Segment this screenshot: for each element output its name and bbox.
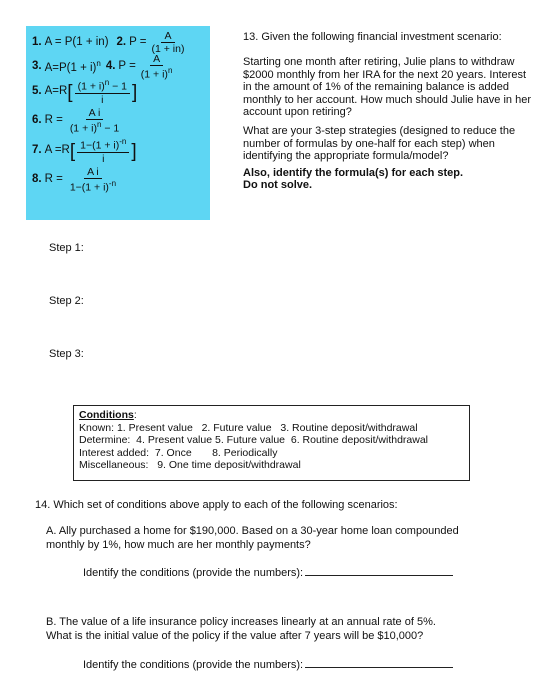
scenario-a-identify bbox=[83, 566, 453, 579]
formula-3 bbox=[45, 60, 101, 74]
formula-6-denominator-tail: − 1 bbox=[101, 122, 120, 135]
formula-3-exponent: n bbox=[96, 58, 101, 68]
formula-7-number: 7. bbox=[32, 144, 42, 157]
scenario-b-identify-label: Identify the conditions (provide the numbers): bbox=[83, 659, 304, 671]
formula-row-4 bbox=[32, 105, 210, 137]
scenario-b-answer-blank[interactable] bbox=[305, 658, 453, 668]
formula-4-denominator bbox=[138, 66, 176, 80]
question-13-strategy: What are your 3-step strategies (designed to reduce the number of formulas by one-half for each step) when identifying the appropriate formula/model? bbox=[243, 125, 516, 163]
formula-row-3 bbox=[32, 79, 210, 105]
formula-2-numerator: A bbox=[161, 31, 174, 44]
formula-4-exponent: n bbox=[167, 66, 173, 76]
formula-5-denominator: i bbox=[101, 93, 104, 106]
question-13-instruction-2: Do not solve. bbox=[243, 179, 313, 192]
formula-2-number: 2. bbox=[116, 35, 127, 48]
conditions-misc: Miscellaneous: 9. One time deposit/withdrawal bbox=[79, 459, 301, 471]
formula-6-numerator: A i bbox=[86, 108, 104, 121]
conditions-determine: Determine: 4. Present value 5. Future value 6. Routine deposit/withdrawal bbox=[79, 434, 429, 446]
formula-2-denominator: (1 + in) bbox=[151, 43, 185, 55]
formula-3-number: 3. bbox=[32, 60, 42, 73]
formula-5-numerator-tail: − 1 bbox=[109, 80, 127, 93]
formula-6-denominator-base: (1 + i) bbox=[69, 122, 97, 135]
formula-4-number: 4. bbox=[105, 60, 116, 73]
formula-6-number: 6. bbox=[32, 114, 42, 127]
formula-1-number: 1. bbox=[32, 35, 42, 48]
formula-4-denominator-base: (1 + i) bbox=[140, 68, 168, 81]
formula-5-exponent: n bbox=[104, 77, 110, 87]
conditions-title-row bbox=[79, 409, 464, 422]
scenario-a-identify-label: Identify the conditions (provide the numbers): bbox=[83, 567, 304, 579]
formula-reference-box bbox=[26, 26, 210, 220]
formula-4-numerator: A bbox=[150, 54, 163, 67]
scenario-a-answer-blank[interactable] bbox=[305, 566, 453, 576]
formula-5-lhs: A=R bbox=[44, 85, 68, 98]
question-13-scenario: Starting one month after retiring, Julie plans to withdraw $2000 monthly from her IRA for the next 20 years. Interest in the amount of 1% of the remaining balance is added monthly to her account. How much should Julie have in her account upon retiring? bbox=[243, 56, 531, 119]
formula-5-number: 5. bbox=[32, 85, 42, 98]
formula-6-exponent: n bbox=[96, 120, 102, 130]
formula-row-6 bbox=[32, 165, 210, 195]
scenario-b-identify bbox=[83, 658, 453, 671]
question-13-instruction-1: Also, identify the formula(s) for each step. bbox=[243, 166, 464, 179]
formula-8-numerator: A i bbox=[84, 167, 102, 180]
conditions-title-colon: : bbox=[133, 409, 137, 421]
formula-8-denominator-base: 1−(1 + i) bbox=[69, 181, 109, 194]
formula-8-fraction bbox=[67, 167, 119, 194]
step-1-label: Step 1: bbox=[49, 242, 84, 254]
left-bracket-icon: [ bbox=[67, 81, 73, 103]
formula-1: A = P(1 + in) bbox=[44, 35, 109, 48]
formula-7-fraction bbox=[77, 138, 129, 165]
formula-2-fraction bbox=[149, 31, 188, 55]
formula-4-lhs: P = bbox=[118, 60, 136, 73]
formula-8-number: 8. bbox=[32, 173, 42, 186]
formula-4-fraction bbox=[138, 54, 176, 81]
formula-7-exponent: -n bbox=[119, 136, 127, 146]
formula-row-2 bbox=[32, 52, 210, 81]
scenario-a: A. Ally purchased a home for $190,000. Based on a 30-year home loan compounded monthly by 1%, how much are her monthly payments? bbox=[46, 525, 459, 551]
step-2-label: Step 2: bbox=[49, 295, 84, 307]
conditions-known: Known: 1. Present value 2. Future value 3. Routine deposit/withdrawal bbox=[79, 421, 418, 434]
question-13-heading: 13. Given the following financial investment scenario: bbox=[243, 31, 502, 43]
formula-row-1 bbox=[32, 30, 210, 55]
formula-5-numerator-base: (1 + i) bbox=[77, 80, 105, 93]
formula-6-lhs: R = bbox=[44, 114, 63, 127]
conditions-title: Conditions bbox=[79, 409, 134, 421]
formula-7-lhs: A =R bbox=[44, 144, 70, 157]
left-bracket-icon: [ bbox=[69, 140, 76, 162]
formula-5-numerator bbox=[75, 79, 130, 94]
step-3-label: Step 3: bbox=[49, 348, 84, 360]
formula-8-exponent: -n bbox=[108, 179, 117, 189]
formula-7-numerator-base: 1−(1 + i) bbox=[80, 139, 120, 152]
question-14-heading: 14. Which set of conditions above apply to each of the following scenarios: bbox=[35, 499, 398, 511]
formula-5-fraction bbox=[75, 79, 130, 106]
formula-2-lhs: P = bbox=[129, 35, 147, 48]
conditions-interest: Interest added: 7. Once 8. Periodically bbox=[79, 446, 278, 459]
right-bracket-icon: ] bbox=[131, 140, 137, 162]
formula-8-denominator bbox=[67, 179, 119, 193]
formula-row-5 bbox=[32, 137, 210, 165]
formula-7-denominator: i bbox=[102, 152, 105, 165]
formula-8-lhs: R = bbox=[44, 173, 63, 186]
scenario-b: B. The value of a life insurance policy increases linearly at an annual rate of 5%. What is the initial value of the policy if the value after 7 years will be $10,000? bbox=[46, 616, 436, 642]
question-13 bbox=[243, 31, 533, 191]
formula-3-base: A=P(1 + i) bbox=[44, 61, 97, 74]
formula-6-fraction bbox=[67, 108, 122, 135]
conditions-box bbox=[73, 405, 470, 481]
right-bracket-icon: ] bbox=[131, 81, 138, 103]
formula-7-numerator bbox=[77, 138, 129, 153]
formula-6-denominator bbox=[67, 120, 122, 134]
